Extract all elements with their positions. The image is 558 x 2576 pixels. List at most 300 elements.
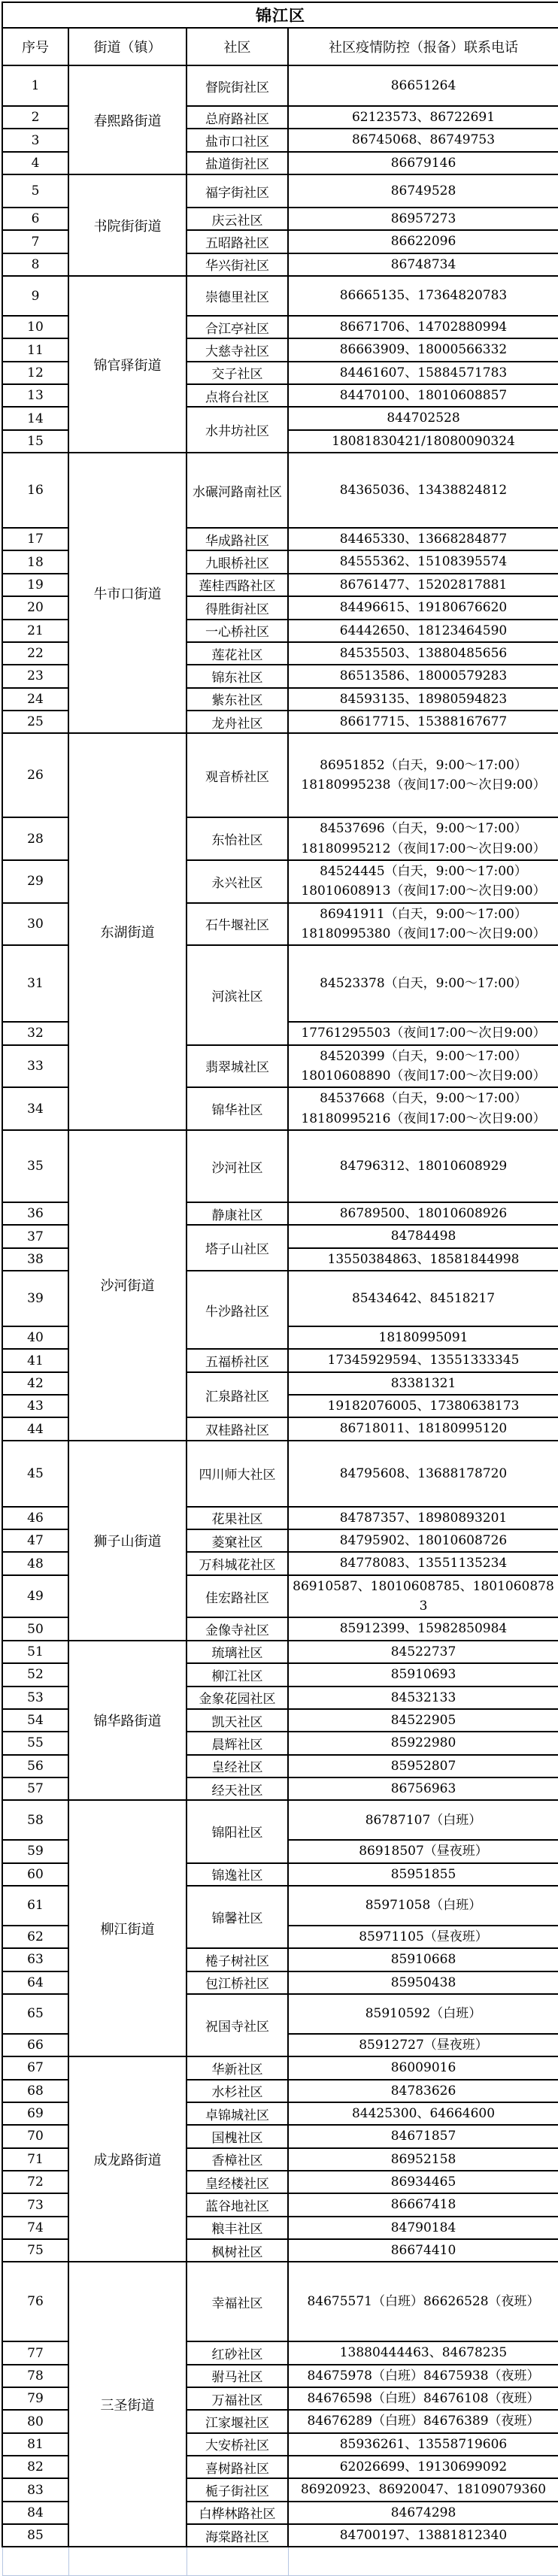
phone-cell <box>288 1507 558 1529</box>
phone-cell <box>288 1130 558 1202</box>
phone-line: 86941911（白天，9:00～17:00） <box>320 906 527 922</box>
row-number-cell: 3 <box>2 129 68 151</box>
community-cell: 双桂路社区 <box>187 1417 288 1440</box>
row-number-cell: 7 <box>2 230 68 253</box>
phone-line: 86749528 <box>390 183 456 199</box>
phone-cell <box>288 1326 558 1349</box>
phone-line: 18180995091 <box>378 1330 469 1346</box>
row-number-cell: 38 <box>2 1248 68 1271</box>
community-cell: 东怡社区 <box>187 817 288 860</box>
phone-cell <box>288 2056 558 2079</box>
phone-cell <box>288 642 558 665</box>
row-number-cell: 17 <box>2 528 68 550</box>
phone-cell <box>288 1441 558 1507</box>
phone-cell <box>288 316 558 338</box>
table-row <box>2 453 558 528</box>
phone-line: 84535503、13880485656 <box>339 645 508 661</box>
phone-cell <box>288 1248 558 1271</box>
table-row <box>2 2262 558 2341</box>
phone-cell <box>288 2387 558 2410</box>
phone-line: 18180995380（夜间17:00～次日9:00） <box>301 926 546 941</box>
phone-cell <box>288 1926 558 1948</box>
phone-line: 86667418 <box>390 2197 456 2213</box>
phone-line: 86789500、18010608926 <box>339 1206 508 1221</box>
row-number-cell: 62 <box>2 1926 68 1948</box>
row-number-cell: 74 <box>2 2217 68 2239</box>
phone-line: 86513586、18000579283 <box>339 668 508 684</box>
row-number-cell: 37 <box>2 1225 68 1247</box>
row-number-cell: 57 <box>2 1777 68 1800</box>
community-cell: 栀子街社区 <box>187 2478 288 2501</box>
phone-line: 86787107（白班） <box>365 1812 482 1828</box>
community-cell: 香樟社区 <box>187 2148 288 2171</box>
community-cell: 崇德里社区 <box>187 276 288 316</box>
phone-cell <box>288 2433 558 2456</box>
row-number-cell: 72 <box>2 2171 68 2193</box>
row-number-cell: 12 <box>2 362 68 384</box>
phone-line: 86952158 <box>390 2151 456 2167</box>
community-cell: 万科城花社区 <box>187 1552 288 1574</box>
phone-cell <box>288 1840 558 1862</box>
row-number-cell: 40 <box>2 1326 68 1349</box>
phone-line: 86009016 <box>390 2060 456 2076</box>
community-cell: 华成路社区 <box>187 528 288 550</box>
phone-line: 85912727（昼夜班） <box>359 2037 488 2053</box>
phone-line: 18180995238（夜间17:00～次日9:00） <box>301 777 546 793</box>
phone-line: 84537696（白天，9:00～17:00） <box>320 821 527 837</box>
community-cell: 静康社区 <box>187 1202 288 1225</box>
community-cell: 驸马社区 <box>187 2365 288 2387</box>
row-number-cell: 79 <box>2 2387 68 2410</box>
phone-cell <box>288 106 558 129</box>
row-number-cell: 67 <box>2 2056 68 2079</box>
phone-line: 62026699、19130699092 <box>339 2459 508 2475</box>
phone-line: 86934465 <box>390 2174 456 2190</box>
row-number-cell: 9 <box>2 276 68 316</box>
community-cell: 锦馨社区 <box>187 1886 288 1948</box>
community-cell: 莲桂西路社区 <box>187 574 288 596</box>
row-number-cell: 36 <box>2 1202 68 1225</box>
phone-line: 85910592（白班） <box>365 2006 482 2022</box>
phone-line: 84522905 <box>390 1712 456 1728</box>
phone-line: 84783626 <box>390 2083 456 2099</box>
phone-cell <box>288 253 558 276</box>
street-cell: 锦华路街道 <box>68 1641 187 1800</box>
row-number-cell: 33 <box>2 1045 68 1088</box>
phone-cell <box>288 1777 558 1800</box>
community-cell: 锦阳社区 <box>187 1800 288 1862</box>
community-cell: 佳宏路社区 <box>187 1575 288 1618</box>
phone-line: 13880444463、84678235 <box>339 2345 508 2361</box>
phone-line: 13550384863、18581844998 <box>327 1251 520 1267</box>
community-cell: 大安桥社区 <box>187 2433 288 2456</box>
community-cell: 盐道街社区 <box>187 152 288 174</box>
phone-cell <box>288 1087 558 1130</box>
table-row <box>2 65 558 106</box>
community-cell: 紫东社区 <box>187 688 288 711</box>
row-number-cell: 29 <box>2 860 68 903</box>
column-header-community: 社区 <box>187 28 288 65</box>
phone-cell <box>288 362 558 384</box>
phone-line: 84795608、13688178720 <box>339 1465 508 1481</box>
row-number-cell: 52 <box>2 1663 68 1686</box>
phone-cell <box>288 574 558 596</box>
phone-line: 18081830421/18080090324 <box>332 433 515 449</box>
row-number-cell: 5 <box>2 174 68 208</box>
community-cell: 皇经楼社区 <box>187 2171 288 2193</box>
phone-line: 19182076005、17380638173 <box>327 1399 520 1414</box>
phone-line: 17761295503（夜间17:00～次日9:00） <box>301 1026 546 1041</box>
community-cell: 棬子树社区 <box>187 1948 288 1971</box>
community-cell: 塔子山社区 <box>187 1225 288 1271</box>
phone-cell <box>288 2262 558 2341</box>
phone-line: 84425300、64664600 <box>351 2105 496 2121</box>
community-cell: 九眼桥社区 <box>187 550 288 573</box>
row-number-cell: 44 <box>2 1417 68 1440</box>
row-number-cell: 47 <box>2 1529 68 1552</box>
community-cell: 石牛堰社区 <box>187 903 288 946</box>
row-number-cell: 61 <box>2 1886 68 1926</box>
phone-cell <box>288 65 558 106</box>
row-number-cell: 60 <box>2 1863 68 1886</box>
row-number-cell: 84 <box>2 2502 68 2524</box>
empty-cell <box>187 2547 288 2575</box>
community-cell: 白桦林路社区 <box>187 2502 288 2524</box>
community-cell: 江家堰社区 <box>187 2410 288 2432</box>
phone-cell <box>288 338 558 361</box>
community-cell: 翡翠城社区 <box>187 1045 288 1088</box>
community-cell: 华兴街社区 <box>187 253 288 276</box>
phone-cell <box>288 1617 558 1640</box>
row-number-cell: 53 <box>2 1687 68 1709</box>
phone-line: 86910587、18010608785、18010608783 <box>293 1578 554 1614</box>
phone-cell <box>288 276 558 316</box>
phone-cell <box>288 2148 558 2171</box>
phone-cell <box>288 1552 558 1574</box>
phone-line: 85951855 <box>390 1866 456 1882</box>
phone-cell <box>288 2502 558 2524</box>
phone-line: 85950438 <box>390 1974 456 1990</box>
phone-cell <box>288 2524 558 2547</box>
phone-cell <box>288 528 558 550</box>
row-number-cell: 82 <box>2 2456 68 2478</box>
row-number-cell: 58 <box>2 1800 68 1840</box>
phone-cell <box>288 2478 558 2501</box>
row-number-cell: 50 <box>2 1617 68 1640</box>
phone-line: 18180995216（夜间17:00～次日9:00） <box>301 1111 546 1126</box>
phone-line: 84796312、18010608929 <box>339 1158 508 1174</box>
community-cell: 蓝谷地社区 <box>187 2193 288 2216</box>
community-cell: 河滨社区 <box>187 945 288 1044</box>
community-cell: 庆云社区 <box>187 208 288 230</box>
phone-line: 85971105（昼夜班） <box>359 1929 488 1944</box>
phone-line: 83381321 <box>390 1375 456 1391</box>
phone-cell <box>288 903 558 946</box>
row-number-cell: 8 <box>2 253 68 276</box>
phone-cell <box>288 1372 558 1395</box>
row-number-cell: 20 <box>2 596 68 619</box>
community-cell: 水碾河路南社区 <box>187 453 288 528</box>
row-number-cell: 30 <box>2 903 68 946</box>
phone-line: 85910668 <box>390 1952 456 1968</box>
phone-line: 64442650、18123464590 <box>339 623 508 638</box>
phone-cell <box>288 1022 558 1044</box>
phone-line: 86748734 <box>390 256 456 272</box>
row-number-cell: 85 <box>2 2524 68 2547</box>
row-number-cell: 35 <box>2 1130 68 1202</box>
community-cell: 锦逸社区 <box>187 1863 288 1886</box>
phone-cell <box>288 1045 558 1088</box>
street-cell: 狮子山街道 <box>68 1441 187 1641</box>
phone-cell <box>288 1663 558 1686</box>
table-row <box>2 2056 558 2079</box>
table-row <box>2 733 558 817</box>
district-title: 锦江区 <box>2 2 558 28</box>
community-cell: 交子社区 <box>187 362 288 384</box>
street-cell: 锦官驿街道 <box>68 276 187 453</box>
phone-line: 84520399（白天，9:00～17:00） <box>320 1048 527 1064</box>
phone-line: 17345929594、13551333345 <box>327 1353 520 1368</box>
phone-cell <box>288 2239 558 2262</box>
phone-line: 85922980 <box>390 1735 456 1751</box>
phone-cell <box>288 1971 558 1994</box>
phone-cell <box>288 2341 558 2364</box>
row-number-cell: 31 <box>2 945 68 1022</box>
row-number-cell: 23 <box>2 665 68 687</box>
phone-line: 84674298 <box>390 2505 456 2520</box>
phone-cell <box>288 1709 558 1732</box>
community-cell: 观音桥社区 <box>187 733 288 817</box>
phone-line: 86663909、18000566332 <box>339 342 508 358</box>
phone-line: 85912399、15982850984 <box>339 1621 508 1637</box>
community-cell: 经天社区 <box>187 1777 288 1800</box>
phone-cell <box>288 1687 558 1709</box>
community-cell: 柳江社区 <box>187 1663 288 1686</box>
table-row <box>2 276 558 316</box>
phone-cell <box>288 2217 558 2239</box>
row-number-cell: 54 <box>2 1709 68 1732</box>
phone-cell <box>288 1863 558 1886</box>
community-cell: 盐市口社区 <box>187 129 288 151</box>
row-number-cell: 48 <box>2 1552 68 1574</box>
community-cell: 四川师大社区 <box>187 1441 288 1507</box>
row-number-cell: 39 <box>2 1271 68 1326</box>
table-row <box>2 1800 558 1840</box>
community-cell: 金象花园社区 <box>187 1687 288 1709</box>
row-number-cell: 71 <box>2 2148 68 2171</box>
phone-cell <box>288 152 558 174</box>
community-cell: 晨辉社区 <box>187 1732 288 1754</box>
row-number-cell: 68 <box>2 2080 68 2102</box>
phone-cell <box>288 430 558 453</box>
row-number-cell: 11 <box>2 338 68 361</box>
street-cell: 春熙路街道 <box>68 65 187 174</box>
community-cell: 水杉社区 <box>187 2080 288 2102</box>
street-cell: 沙河街道 <box>68 1130 187 1441</box>
phone-line: 84700197、13881812340 <box>339 2528 508 2544</box>
phone-cell <box>288 817 558 860</box>
phone-line: 84522737 <box>390 1644 456 1659</box>
community-cell: 花果社区 <box>187 1507 288 1529</box>
phone-line: 85952807 <box>390 1758 456 1774</box>
phone-cell <box>288 1800 558 1840</box>
phone-cell <box>288 620 558 642</box>
community-cell: 华新社区 <box>187 2056 288 2079</box>
row-number-cell: 28 <box>2 817 68 860</box>
community-cell: 督院街社区 <box>187 65 288 106</box>
phone-cell <box>288 2080 558 2102</box>
phone-line: 86761477、15202817881 <box>339 577 508 592</box>
phone-line: 85434642、84518217 <box>351 1290 496 1306</box>
row-number-cell: 18 <box>2 550 68 573</box>
row-number-cell: 56 <box>2 1755 68 1777</box>
phone-cell <box>288 208 558 230</box>
row-number-cell: 49 <box>2 1575 68 1618</box>
district-contact-table <box>2 2 558 2576</box>
phone-line: 86651264 <box>390 77 456 93</box>
community-cell: 牛沙路社区 <box>187 1271 288 1349</box>
street-cell: 东湖街道 <box>68 733 187 1130</box>
phone-line: 18010608890（夜间17:00～次日9:00） <box>301 1068 546 1083</box>
row-number-cell: 24 <box>2 688 68 711</box>
phone-line: 86745068、86749753 <box>351 132 496 148</box>
phone-line: 84675978（白班）84675938（夜班） <box>307 2368 540 2384</box>
phone-line: 84524445（白天，9:00～17:00） <box>320 863 527 879</box>
phone-line: 84496615、19180676620 <box>339 600 508 616</box>
row-number-cell: 75 <box>2 2239 68 2262</box>
row-number-cell: 10 <box>2 316 68 338</box>
community-cell: 总府路社区 <box>187 106 288 129</box>
phone-line: 84784498 <box>390 1229 456 1244</box>
community-cell: 永兴社区 <box>187 860 288 903</box>
phone-line: 84795902、18010608726 <box>339 1533 508 1549</box>
row-number-cell: 22 <box>2 642 68 665</box>
phone-cell <box>288 733 558 817</box>
row-number-cell: 65 <box>2 1994 68 2034</box>
community-cell: 包江桥社区 <box>187 1971 288 1994</box>
phone-line: 18010608913（夜间17:00～次日9:00） <box>301 883 546 899</box>
phone-line: 86665135、17364820783 <box>339 288 508 304</box>
row-number-cell: 14 <box>2 407 68 429</box>
row-number-cell: 41 <box>2 1349 68 1371</box>
community-cell: 海棠路社区 <box>187 2524 288 2547</box>
column-header-phone: 社区疫情防控（报备）联系电话 <box>288 28 558 65</box>
phone-cell <box>288 453 558 528</box>
row-number-cell: 73 <box>2 2193 68 2216</box>
community-cell: 五昭路社区 <box>187 230 288 253</box>
table-row <box>2 1441 558 1507</box>
phone-cell <box>288 129 558 151</box>
phone-line: 84676598（白班）84676108（夜班） <box>307 2391 540 2407</box>
empty-cell <box>288 2547 558 2575</box>
row-number-cell: 42 <box>2 1372 68 1395</box>
community-cell: 一心桥社区 <box>187 620 288 642</box>
phone-line: 84555362、15108395574 <box>339 554 508 570</box>
title-row <box>2 2 558 28</box>
empty-cell <box>2 2547 68 2575</box>
phone-cell <box>288 550 558 573</box>
phone-line: 84532133 <box>390 1690 456 1705</box>
phone-cell <box>288 1271 558 1326</box>
community-cell: 粮丰社区 <box>187 2217 288 2239</box>
phone-line: 86622096 <box>390 234 456 250</box>
phone-cell <box>288 1994 558 2034</box>
phone-cell <box>288 1225 558 1247</box>
community-cell: 汇泉路社区 <box>187 1372 288 1418</box>
phone-line: 84790184 <box>390 2220 456 2235</box>
phone-line: 84537668（白天，9:00～17:00） <box>320 1091 527 1107</box>
phone-line: 84523378（白天，9:00～17:00） <box>320 976 527 992</box>
column-header-index: 序号 <box>2 28 68 65</box>
phone-cell <box>288 384 558 407</box>
row-number-cell: 2 <box>2 106 68 129</box>
phone-cell <box>288 1575 558 1618</box>
row-number-cell: 69 <box>2 2102 68 2125</box>
phone-cell <box>288 2125 558 2147</box>
row-number-cell: 59 <box>2 1840 68 1862</box>
phone-line: 86756963 <box>390 1780 456 1796</box>
community-cell: 祝国寺社区 <box>187 1994 288 2056</box>
community-cell: 福字街社区 <box>187 174 288 208</box>
row-number-cell: 34 <box>2 1087 68 1130</box>
community-cell: 喜树路社区 <box>187 2456 288 2478</box>
phone-line: 84675571（白班）86626528（夜班） <box>307 2294 540 2310</box>
row-number-cell: 64 <box>2 1971 68 1994</box>
table-body <box>2 65 558 2547</box>
row-number-cell: 26 <box>2 733 68 817</box>
phone-line: 86718011、18180995120 <box>339 1421 508 1437</box>
row-number-cell: 6 <box>2 208 68 230</box>
community-cell: 大慈寺社区 <box>187 338 288 361</box>
phone-cell <box>288 230 558 253</box>
phone-line: 86920923、86920047、18109079360 <box>300 2482 547 2498</box>
street-cell: 柳江街道 <box>68 1800 187 2056</box>
phone-line: 84465330、13668284877 <box>339 532 508 547</box>
phone-line: 86679146 <box>390 155 456 171</box>
phone-cell <box>288 1349 558 1371</box>
community-cell: 菱窠社区 <box>187 1529 288 1552</box>
street-cell: 成龙路街道 <box>68 2056 187 2262</box>
phone-line: 85971058（白班） <box>365 1898 482 1914</box>
row-number-cell: 43 <box>2 1395 68 1417</box>
phone-line: 84671857 <box>390 2129 456 2144</box>
row-number-cell: 63 <box>2 1948 68 1971</box>
community-cell: 红砂社区 <box>187 2341 288 2364</box>
phone-line: 84593135、18980594823 <box>339 691 508 707</box>
phone-cell <box>288 1529 558 1552</box>
phone-cell <box>288 1886 558 1926</box>
phone-cell <box>288 2193 558 2216</box>
phone-line: 844702528 <box>387 411 460 426</box>
row-number-cell: 83 <box>2 2478 68 2501</box>
community-cell: 沙河社区 <box>187 1130 288 1202</box>
community-cell: 得胜街社区 <box>187 596 288 619</box>
header-row <box>2 28 558 65</box>
phone-cell <box>288 711 558 733</box>
phone-line: 86671706、14702880994 <box>339 320 508 335</box>
row-number-cell: 77 <box>2 2341 68 2364</box>
community-cell: 琉璃社区 <box>187 1641 288 1663</box>
street-cell: 牛市口街道 <box>68 453 187 733</box>
phone-cell <box>288 1202 558 1225</box>
row-number-cell: 45 <box>2 1441 68 1507</box>
phone-line: 86617715、15388167677 <box>339 714 508 729</box>
row-number-cell: 21 <box>2 620 68 642</box>
phone-cell <box>288 860 558 903</box>
community-cell: 点将台社区 <box>187 384 288 407</box>
community-cell: 水井坊社区 <box>187 407 288 453</box>
phone-line: 85910693 <box>390 1667 456 1683</box>
